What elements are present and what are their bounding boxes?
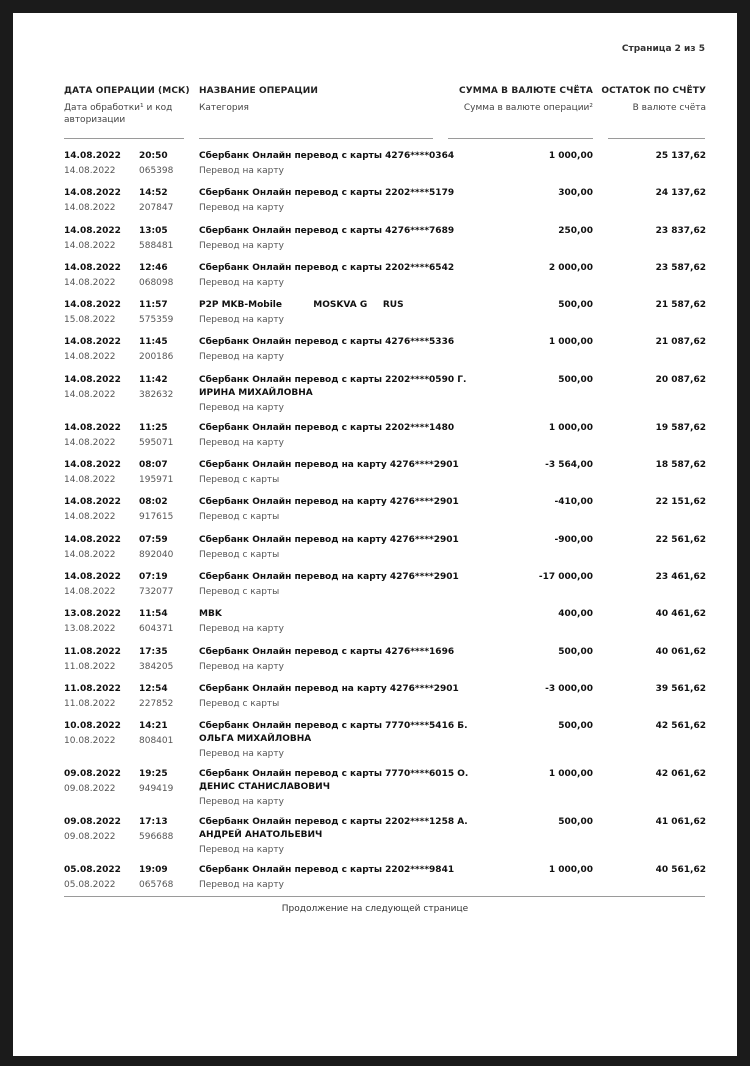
operation-time: 17:13	[139, 817, 168, 828]
header-subtitle: В валюте счёта	[632, 103, 706, 113]
balance: 22 561,62	[655, 534, 706, 545]
operation-name: Сбербанк Онлайн перевод с карты 7770****5416 Б.	[199, 721, 468, 732]
operation-date: 14.08.2022	[64, 422, 121, 433]
amount: -3 564,00	[545, 460, 593, 471]
date-cell	[64, 150, 144, 178]
processing-date: 14.08.2022	[64, 512, 116, 523]
operation-name-line2: ОЛЬГА МИХАЙЛОВНА	[199, 734, 312, 745]
balance: 19 587,62	[655, 422, 706, 433]
time-cell	[139, 768, 189, 796]
operation-category: Перевод с карты	[199, 698, 280, 709]
operation-time: 11:25	[139, 422, 168, 433]
operation-name: Сбербанк Онлайн перевод на карту 4276****2901	[199, 460, 459, 471]
balance-cell	[596, 262, 706, 275]
operation-category: Перевод на карту	[199, 240, 284, 251]
continuation-note: Продолжение на следующей странице	[281, 904, 469, 914]
header-subtitle: Дата обработки¹ и код авторизации	[64, 103, 173, 125]
balance: 21 587,62	[655, 300, 706, 311]
operation-time: 14:52	[139, 188, 168, 199]
table-row	[13, 422, 737, 459]
date-cell	[64, 262, 144, 290]
operation-time: 19:09	[139, 865, 168, 876]
transactions-table	[13, 150, 737, 901]
processing-date: 10.08.2022	[64, 736, 116, 747]
operation-category: Перевод с карты	[199, 586, 280, 597]
header-divider	[64, 138, 184, 139]
balance-cell	[596, 374, 706, 387]
operation-name-line2: ДЕНИС СТАНИСЛАВОВИЧ	[199, 782, 330, 793]
processing-date: 14.08.2022	[64, 475, 116, 486]
operation-category: Перевод на карту	[199, 749, 284, 760]
description-cell	[199, 150, 455, 178]
table-row	[13, 374, 737, 422]
operation-name: Сбербанк Онлайн перевод с карты 2202****6542	[199, 262, 455, 273]
table-row	[13, 459, 737, 496]
operation-date: 14.08.2022	[64, 571, 121, 582]
operation-name: Сбербанк Онлайн перевод на карту 4276****2901	[199, 571, 459, 582]
auth-code: 808401	[139, 736, 174, 747]
header-divider	[448, 138, 593, 139]
description-cell	[199, 768, 469, 809]
operation-category: Перевод на карту	[199, 402, 284, 413]
table-row	[13, 150, 737, 187]
time-cell	[139, 187, 189, 215]
processing-date: 14.08.2022	[64, 240, 116, 251]
date-cell	[64, 864, 144, 892]
amount: 1 000,00	[548, 337, 593, 348]
auth-code: 207847	[139, 203, 174, 214]
amount-cell	[453, 683, 593, 696]
operation-date: 10.08.2022	[64, 721, 121, 732]
operation-category: Перевод на карту	[199, 437, 284, 448]
bottom-divider	[64, 896, 705, 897]
balance: 22 151,62	[655, 497, 706, 508]
header-amount	[393, 86, 593, 114]
operation-name-line2: ИРИНА МИХАЙЛОВНА	[199, 387, 313, 398]
auth-code: 068098	[139, 277, 174, 288]
operation-name: Сбербанк Онлайн перевод с карты 2202****1258 А.	[199, 817, 468, 828]
amount: 1 000,00	[548, 865, 593, 876]
operation-category: Перевод на карту	[199, 661, 284, 672]
operation-name: Сбербанк Онлайн перевод на карту 4276****2901	[199, 497, 459, 508]
operation-date: 14.08.2022	[64, 225, 121, 236]
operation-category: Перевод на карту	[199, 203, 284, 214]
header-balance	[596, 86, 706, 114]
auth-code: 227852	[139, 698, 174, 709]
balance-cell	[596, 608, 706, 621]
auth-code: 065398	[139, 166, 174, 176]
amount: 500,00	[558, 721, 593, 732]
operation-time: 17:35	[139, 646, 168, 657]
table-row	[13, 262, 737, 299]
table-row	[13, 608, 737, 645]
table-row	[13, 336, 737, 373]
balance: 40 061,62	[655, 646, 706, 657]
operation-time: 12:46	[139, 262, 168, 273]
processing-date: 05.08.2022	[64, 880, 116, 891]
date-cell	[64, 422, 144, 450]
description-cell	[199, 864, 455, 892]
time-cell	[139, 225, 189, 253]
description-cell	[199, 816, 468, 857]
amount: 300,00	[558, 188, 593, 199]
operation-time: 08:07	[139, 460, 168, 471]
operation-time: 07:19	[139, 571, 168, 582]
operation-category: Перевод с карты	[199, 549, 280, 560]
balance-cell	[596, 720, 706, 733]
statement-page	[13, 13, 737, 1056]
auth-code: 917615	[139, 512, 174, 523]
amount: 1 000,00	[548, 769, 593, 780]
amount-cell	[453, 422, 593, 435]
operation-date: 09.08.2022	[64, 769, 121, 780]
header-title: ОСТАТОК ПО СЧЁТУ	[601, 86, 706, 96]
date-cell	[64, 608, 144, 636]
table-row	[13, 768, 737, 816]
description-cell	[199, 608, 439, 636]
operation-name: Сбербанк Онлайн перевод с карты 4276****0364	[199, 151, 455, 161]
balance-cell	[596, 646, 706, 659]
amount: -410,00	[554, 497, 593, 508]
operation-category: Перевод с карты	[199, 475, 280, 486]
operation-time: 12:54	[139, 683, 168, 694]
time-cell	[139, 150, 189, 178]
description-cell	[199, 422, 455, 450]
date-cell	[64, 225, 144, 253]
processing-date: 14.08.2022	[64, 203, 116, 214]
table-row	[13, 646, 737, 683]
header-title: НАЗВАНИЕ ОПЕРАЦИИ	[199, 86, 319, 96]
operation-name: Сбербанк Онлайн перевод с карты 2202****9841	[199, 865, 455, 876]
balance: 25 137,62	[655, 151, 706, 161]
operation-name: Сбербанк Онлайн перевод на карту 4276****2901	[199, 683, 459, 694]
balance: 39 561,62	[655, 683, 706, 694]
header-title: ДАТА ОПЕРАЦИИ (МСК)	[64, 86, 190, 96]
auth-code: 596688	[139, 832, 174, 843]
description-cell	[199, 571, 459, 599]
time-cell	[139, 496, 189, 524]
balance: 41 061,62	[655, 817, 706, 828]
date-cell	[64, 496, 144, 524]
balance: 42 561,62	[655, 721, 706, 732]
amount-cell	[453, 225, 593, 238]
description-cell	[199, 646, 455, 674]
amount-cell	[453, 187, 593, 200]
balance: 23 837,62	[655, 225, 706, 236]
description-cell	[199, 459, 459, 487]
balance: 40 561,62	[655, 865, 706, 876]
time-cell	[139, 864, 189, 892]
amount: 500,00	[558, 300, 593, 311]
amount: 1 000,00	[548, 151, 593, 161]
time-cell	[139, 571, 189, 599]
operation-date: 14.08.2022	[64, 337, 121, 348]
operation-name: Сбербанк Онлайн перевод с карты 7770****6015 О.	[199, 769, 469, 780]
amount-cell	[453, 608, 593, 621]
date-cell	[64, 768, 144, 796]
description-cell	[199, 720, 468, 761]
amount: 1 000,00	[548, 422, 593, 433]
description-cell	[199, 534, 459, 562]
operation-date: 14.08.2022	[64, 188, 121, 199]
date-cell	[64, 374, 144, 402]
amount-cell	[453, 864, 593, 877]
processing-date: 14.08.2022	[64, 277, 116, 288]
time-cell	[139, 816, 189, 844]
operation-date: 14.08.2022	[64, 300, 121, 311]
operation-time: 13:05	[139, 225, 168, 236]
operation-category: Перевод на карту	[199, 352, 284, 363]
balance-cell	[596, 534, 706, 547]
auth-code: 200186	[139, 352, 174, 363]
header-operation-date	[64, 86, 194, 126]
operation-name: Сбербанк Онлайн перевод с карты 2202****5179	[199, 188, 455, 199]
amount: 500,00	[558, 646, 593, 657]
operation-time: 11:45	[139, 337, 168, 348]
amount: 400,00	[558, 609, 593, 620]
operation-date: 11.08.2022	[64, 646, 121, 657]
date-cell	[64, 571, 144, 599]
auth-code: 595071	[139, 437, 174, 448]
balance: 40 461,62	[655, 609, 706, 620]
time-cell	[139, 683, 189, 711]
table-row	[13, 299, 737, 336]
balance-cell	[596, 816, 706, 829]
header-title: СУММА В ВАЛЮТЕ СЧЁТА	[459, 86, 593, 96]
processing-date: 15.08.2022	[64, 315, 116, 326]
description-cell	[199, 374, 467, 415]
operation-name: Сбербанк Онлайн перевод с карты 4276****5336	[199, 337, 455, 348]
operation-name: Сбербанк Онлайн перевод с карты 4276****1696	[199, 646, 455, 657]
processing-date: 11.08.2022	[64, 698, 116, 709]
amount: 2 000,00	[548, 262, 593, 273]
amount: 500,00	[558, 817, 593, 828]
time-cell	[139, 646, 189, 674]
balance-cell	[596, 496, 706, 509]
balance: 24 137,62	[655, 188, 706, 199]
amount-cell	[453, 646, 593, 659]
processing-date: 14.08.2022	[64, 352, 116, 363]
operation-time: 07:59	[139, 534, 168, 545]
time-cell	[139, 262, 189, 290]
auth-code: 384205	[139, 661, 174, 672]
operation-date: 14.08.2022	[64, 460, 121, 471]
description-cell	[199, 683, 459, 711]
balance: 18 587,62	[655, 460, 706, 471]
amount-cell	[453, 299, 593, 312]
operation-date: 13.08.2022	[64, 609, 121, 620]
operation-time: 19:25	[139, 769, 168, 780]
balance-cell	[596, 150, 706, 163]
amount-cell	[453, 768, 593, 781]
operation-date: 14.08.2022	[64, 497, 121, 508]
time-cell	[139, 299, 189, 327]
date-cell	[64, 187, 144, 215]
balance-cell	[596, 225, 706, 238]
amount: -17 000,00	[538, 571, 593, 582]
auth-code: 575359	[139, 315, 174, 326]
amount-cell	[453, 720, 593, 733]
operation-category: Перевод на карту	[199, 880, 284, 891]
auth-code: 604371	[139, 624, 174, 635]
operation-time: 14:21	[139, 721, 168, 732]
time-cell	[139, 422, 189, 450]
balance: 23 587,62	[655, 262, 706, 273]
processing-date: 14.08.2022	[64, 437, 116, 448]
date-cell	[64, 683, 144, 711]
auth-code: 949419	[139, 784, 174, 795]
date-cell	[64, 816, 144, 844]
balance-cell	[596, 336, 706, 349]
operation-time: 08:02	[139, 497, 168, 508]
auth-code: 732077	[139, 586, 174, 597]
auth-code: 382632	[139, 389, 174, 400]
date-cell	[64, 720, 144, 748]
balance-cell	[596, 299, 706, 312]
amount-cell	[453, 816, 593, 829]
table-row	[13, 225, 737, 262]
description-cell	[199, 336, 455, 364]
operation-category: Перевод на карту	[199, 797, 284, 808]
operation-date: 14.08.2022	[64, 151, 121, 161]
operation-time: 11:57	[139, 300, 168, 311]
operation-name: Сбербанк Онлайн перевод с карты 2202****0590 Г.	[199, 374, 467, 385]
amount-cell	[453, 496, 593, 509]
header-subtitle: Категория	[199, 103, 249, 113]
processing-date: 13.08.2022	[64, 624, 116, 635]
balance-cell	[596, 422, 706, 435]
description-cell	[199, 299, 439, 327]
amount-cell	[453, 534, 593, 547]
operation-time: 11:54	[139, 609, 168, 620]
operation-name: MBK	[199, 609, 222, 620]
processing-date: 09.08.2022	[64, 832, 116, 843]
processing-date: 14.08.2022	[64, 586, 116, 597]
operation-date: 05.08.2022	[64, 865, 121, 876]
processing-date: 14.08.2022	[64, 166, 116, 176]
amount: 500,00	[558, 374, 593, 385]
header-subtitle: Сумма в валюте операции²	[463, 103, 593, 113]
auth-code: 195971	[139, 475, 174, 486]
operation-date: 14.08.2022	[64, 374, 121, 385]
time-cell	[139, 459, 189, 487]
balance-cell	[596, 459, 706, 472]
table-row	[13, 683, 737, 720]
balance-cell	[596, 683, 706, 696]
processing-date: 14.08.2022	[64, 549, 116, 560]
operation-category: Перевод с карты	[199, 512, 280, 523]
amount-cell	[453, 336, 593, 349]
amount-cell	[453, 262, 593, 275]
processing-date: 09.08.2022	[64, 784, 116, 795]
time-cell	[139, 336, 189, 364]
header-divider	[608, 138, 705, 139]
table-row	[13, 720, 737, 768]
time-cell	[139, 608, 189, 636]
amount: 250,00	[558, 225, 593, 236]
operation-name-line2: АНДРЕЙ АНАТОЛЬЕВИЧ	[199, 830, 323, 841]
operation-category: Перевод на карту	[199, 166, 284, 176]
operation-name: P2P MKB-Mobile MOSKVA G RUS	[199, 300, 404, 311]
amount-cell	[453, 150, 593, 163]
balance-cell	[596, 768, 706, 781]
page-number: Страница 2 из 5	[621, 44, 705, 54]
balance-cell	[596, 571, 706, 584]
header-divider	[199, 138, 433, 139]
table-row	[13, 496, 737, 533]
balance: 23 461,62	[655, 571, 706, 582]
operation-date: 14.08.2022	[64, 534, 121, 545]
table-row	[13, 816, 737, 864]
operation-time: 11:42	[139, 374, 168, 385]
operation-name: Сбербанк Онлайн перевод с карты 4276****7689	[199, 225, 455, 236]
amount-cell	[453, 571, 593, 584]
processing-date: 11.08.2022	[64, 661, 116, 672]
auth-code: 892040	[139, 549, 174, 560]
balance: 20 087,62	[655, 374, 706, 385]
amount-cell	[453, 459, 593, 472]
amount: -3 000,00	[545, 683, 593, 694]
operation-date: 09.08.2022	[64, 817, 121, 828]
operation-name: Сбербанк Онлайн перевод на карту 4276****2901	[199, 534, 459, 545]
operation-category: Перевод на карту	[199, 624, 284, 635]
time-cell	[139, 720, 189, 748]
operation-name: Сбербанк Онлайн перевод с карты 2202****1480	[199, 422, 455, 433]
date-cell	[64, 534, 144, 562]
operation-category: Перевод на карту	[199, 315, 284, 326]
date-cell	[64, 299, 144, 327]
description-cell	[199, 262, 455, 290]
auth-code: 588481	[139, 240, 174, 251]
description-cell	[199, 496, 459, 524]
operation-category: Перевод на карту	[199, 277, 284, 288]
balance: 21 087,62	[655, 337, 706, 348]
time-cell	[139, 374, 189, 402]
operation-category: Перевод на карту	[199, 845, 284, 856]
description-cell	[199, 225, 455, 253]
balance-cell	[596, 864, 706, 877]
auth-code: 065768	[139, 880, 174, 891]
date-cell	[64, 459, 144, 487]
balance-cell	[596, 187, 706, 200]
operation-time: 20:50	[139, 151, 168, 161]
date-cell	[64, 646, 144, 674]
balance: 42 061,62	[655, 769, 706, 780]
amount: -900,00	[554, 534, 593, 545]
table-row	[13, 187, 737, 224]
date-cell	[64, 336, 144, 364]
processing-date: 14.08.2022	[64, 389, 116, 400]
table-row	[13, 534, 737, 571]
table-row	[13, 571, 737, 608]
operation-date: 14.08.2022	[64, 262, 121, 273]
amount-cell	[453, 374, 593, 387]
description-cell	[199, 187, 455, 215]
operation-date: 11.08.2022	[64, 683, 121, 694]
time-cell	[139, 534, 189, 562]
